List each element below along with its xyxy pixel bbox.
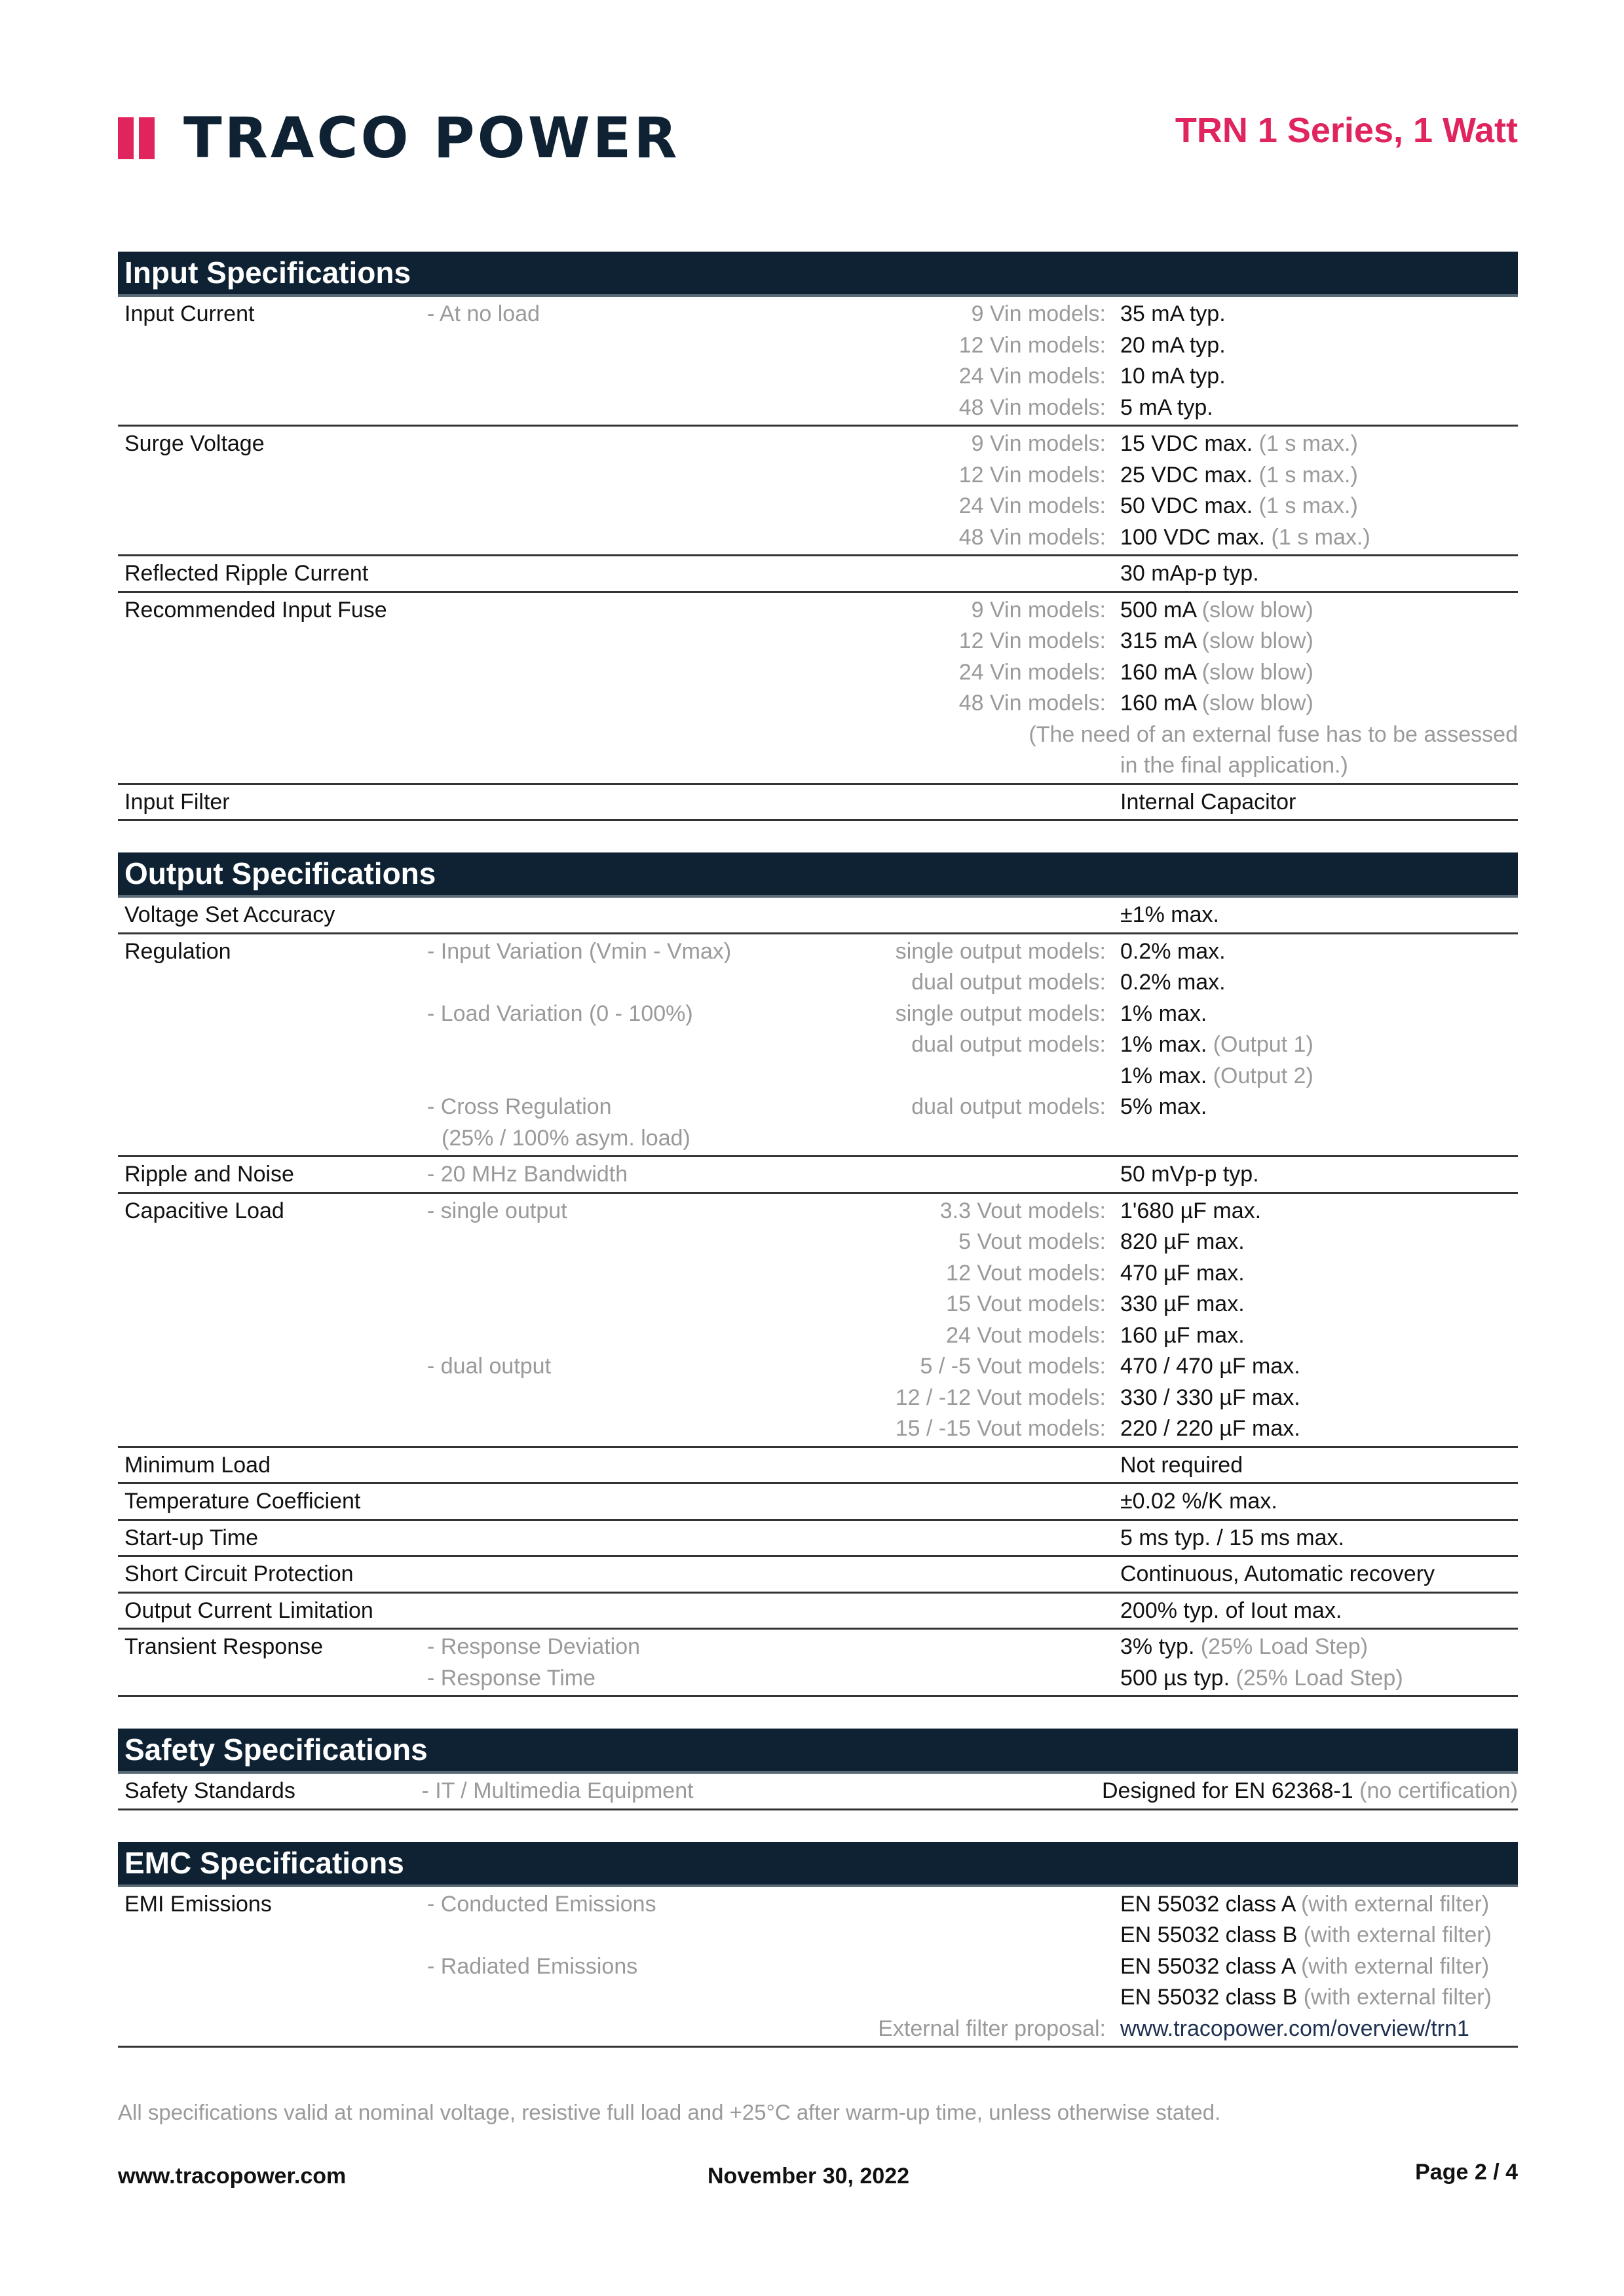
spec-value: 330 µF max. bbox=[1120, 1292, 1245, 1317]
section-title: EMC Specifications bbox=[118, 1842, 1518, 1887]
spec-row bbox=[118, 297, 1518, 427]
spec-line bbox=[118, 1320, 1518, 1352]
spec-value: 100 VDC max. bbox=[1120, 524, 1266, 550]
spec-value: 470 µF max. bbox=[1120, 1260, 1245, 1286]
spec-value-cell bbox=[1120, 1666, 1518, 1691]
spec-row bbox=[118, 1448, 1518, 1485]
spec-qualifier: 24 Vin models: bbox=[958, 364, 1106, 389]
spec-value-cell bbox=[1120, 1162, 1518, 1187]
spec-name: Reflected Ripple Current bbox=[124, 561, 369, 586]
spec-condition: - dual output bbox=[427, 1354, 552, 1379]
spec-value: Continuous, Automatic recovery bbox=[1120, 1561, 1435, 1587]
spec-name: Regulation bbox=[124, 938, 231, 964]
spec-line bbox=[118, 595, 1518, 626]
spec-value-cell bbox=[1120, 1292, 1518, 1317]
spec-row bbox=[118, 556, 1518, 593]
spec-qualifier: 24 Vout models: bbox=[946, 1322, 1106, 1348]
spec-line bbox=[118, 1523, 1518, 1554]
footer-website[interactable]: www.tracopower.com bbox=[118, 2164, 347, 2189]
spec-line bbox=[118, 2014, 1518, 2045]
spec-value: 470 / 470 µF max. bbox=[1120, 1354, 1300, 1379]
spec-value-cell bbox=[1120, 1561, 1518, 1587]
spec-value-cell bbox=[1120, 395, 1518, 421]
spec-value: 1% max. bbox=[1120, 1032, 1207, 1058]
spec-value-cell bbox=[1029, 722, 1518, 748]
spec-line bbox=[118, 330, 1518, 362]
spec-value-cell bbox=[1120, 1323, 1518, 1349]
spec-section bbox=[118, 1842, 1518, 2048]
spec-note: (slow blow) bbox=[1201, 628, 1313, 654]
spec-name: Start-up Time bbox=[124, 1525, 259, 1550]
spec-value: 1% max. bbox=[1120, 1001, 1207, 1026]
spec-row bbox=[118, 1774, 1518, 1810]
spec-name: Safety Standards bbox=[124, 1778, 295, 1804]
spec-value: ±1% max. bbox=[1120, 902, 1219, 928]
spec-note: (1 s max.) bbox=[1258, 462, 1358, 488]
spec-value: 500 mA bbox=[1120, 597, 1196, 622]
spec-name: Transient Response bbox=[124, 1634, 324, 1660]
spec-line bbox=[118, 719, 1518, 751]
product-link[interactable]: www.tracopower.com/overview/trn1 bbox=[1120, 2016, 1469, 2041]
spec-line bbox=[118, 1920, 1518, 1951]
spec-line bbox=[118, 657, 1518, 689]
spec-note: (no certification) bbox=[1359, 1778, 1518, 1804]
spec-value: 15 VDC max. bbox=[1120, 431, 1253, 457]
spec-qualifier: 48 Vin models: bbox=[958, 691, 1106, 716]
spec-line bbox=[118, 392, 1518, 424]
spec-value-cell bbox=[1120, 598, 1518, 623]
spec-row bbox=[118, 1484, 1518, 1521]
spec-row bbox=[118, 1557, 1518, 1594]
section-title: Output Specifications bbox=[118, 852, 1518, 898]
spec-value: 0.2% max. bbox=[1120, 970, 1226, 995]
spec-value: 1'680 µF max. bbox=[1120, 1198, 1262, 1223]
spec-value: 20 mA typ. bbox=[1120, 332, 1226, 358]
spec-value-cell bbox=[1120, 1198, 1518, 1224]
spec-qualifier: dual output models: bbox=[911, 970, 1106, 995]
spec-qualifier: External filter proposal: bbox=[878, 2016, 1106, 2041]
spec-value: 50 VDC max. bbox=[1120, 493, 1253, 519]
spec-qualifier: 12 / -12 Vout models: bbox=[895, 1385, 1106, 1410]
spec-row bbox=[118, 1521, 1518, 1558]
spec-line bbox=[118, 1123, 1518, 1155]
spec-note: (slow blow) bbox=[1201, 659, 1313, 685]
spec-value: 200% typ. of Iout max. bbox=[1120, 1598, 1342, 1623]
spec-value-cell bbox=[1120, 970, 1518, 995]
spec-line bbox=[118, 900, 1518, 931]
spec-note: (1 s max.) bbox=[1258, 493, 1358, 519]
spec-value: 5 mA typ. bbox=[1120, 394, 1213, 420]
spec-note: (25% Load Step) bbox=[1236, 1665, 1403, 1691]
spec-line bbox=[118, 558, 1518, 590]
spec-qualifier: 12 Vin models: bbox=[958, 462, 1106, 488]
spec-value: 315 mA bbox=[1120, 628, 1196, 654]
spec-name: Output Current Limitation bbox=[124, 1598, 373, 1623]
spec-line bbox=[118, 936, 1518, 968]
spec-value-cell bbox=[1120, 939, 1518, 965]
spec-name: Surge Voltage bbox=[124, 431, 265, 457]
spec-value-cell bbox=[1120, 1229, 1518, 1255]
spec-value-cell bbox=[1120, 1985, 1518, 2010]
spec-row bbox=[118, 1594, 1518, 1630]
spec-line bbox=[118, 429, 1518, 460]
spec-value-cell bbox=[1120, 1525, 1518, 1551]
spec-value-cell bbox=[1120, 1416, 1518, 1442]
spec-qualifier: single output models: bbox=[895, 1001, 1106, 1026]
spec-condition: (25% / 100% asym. load) bbox=[442, 1125, 690, 1151]
spec-note: (The need of an external fuse has to be assessed bbox=[1029, 721, 1518, 747]
spec-value: EN 55032 class B bbox=[1120, 1985, 1298, 2010]
spec-qualifier: 9 Vin models: bbox=[971, 597, 1106, 622]
spec-line bbox=[118, 1258, 1518, 1290]
spec-line bbox=[118, 787, 1518, 818]
spec-note: (with external filter) bbox=[1303, 1923, 1492, 1948]
spec-name: Input Current bbox=[124, 301, 255, 327]
footer-page-number: Page 2 / 4 bbox=[1415, 2160, 1518, 2185]
spec-line bbox=[118, 1559, 1518, 1590]
spec-value: ±0.02 %/K max. bbox=[1120, 1489, 1277, 1514]
spec-value-cell bbox=[1120, 1063, 1518, 1089]
spec-condition: - Load Variation (0 - 100%) bbox=[427, 1001, 693, 1026]
spec-name: Short Circuit Protection bbox=[124, 1561, 354, 1587]
spec-note: (slow blow) bbox=[1201, 597, 1313, 622]
spec-value-cell bbox=[1120, 1094, 1518, 1120]
spec-section bbox=[118, 252, 1518, 821]
spec-condition: - Radiated Emissions bbox=[427, 1953, 638, 1979]
spec-value: 5% max. bbox=[1120, 1094, 1207, 1120]
spec-value: 330 / 330 µF max. bbox=[1120, 1385, 1300, 1410]
spec-line bbox=[118, 460, 1518, 491]
spec-value-cell bbox=[1120, 1598, 1518, 1624]
footer-date: November 30, 2022 bbox=[708, 2164, 910, 2189]
spec-value-cell bbox=[1120, 1923, 1518, 1948]
spec-line bbox=[118, 1196, 1518, 1227]
spec-value-cell bbox=[1120, 1634, 1518, 1660]
spec-note: (25% Load Step) bbox=[1200, 1634, 1369, 1660]
spec-qualifier: 5 Vout models: bbox=[958, 1229, 1106, 1255]
spec-line bbox=[118, 361, 1518, 392]
spec-qualifier: 24 Vin models: bbox=[958, 493, 1106, 519]
spec-value: 3% typ. bbox=[1120, 1634, 1195, 1660]
spec-value-cell bbox=[1120, 1261, 1518, 1286]
spec-name: Capacitive Load bbox=[124, 1198, 284, 1223]
spec-value: 5 ms typ. / 15 ms max. bbox=[1120, 1525, 1344, 1550]
spec-qualifier: 12 Vin models: bbox=[958, 628, 1106, 654]
logo-text: TRACO POWER bbox=[183, 105, 680, 171]
traco-power-logo bbox=[118, 105, 680, 171]
spec-line bbox=[118, 299, 1518, 330]
spec-value: 30 mAp-p typ. bbox=[1120, 561, 1259, 586]
spec-line bbox=[118, 1061, 1518, 1092]
spec-value: 25 VDC max. bbox=[1120, 462, 1253, 488]
spec-value-cell bbox=[1120, 790, 1518, 815]
spec-value: Not required bbox=[1120, 1452, 1243, 1478]
section-title: Input Specifications bbox=[118, 252, 1518, 297]
spec-value: EN 55032 class A bbox=[1120, 1953, 1295, 1979]
spec-line bbox=[118, 491, 1518, 522]
spec-condition: - Input Variation (Vmin - Vmax) bbox=[427, 938, 732, 964]
spec-value: 35 mA typ. bbox=[1120, 301, 1226, 327]
spec-name: Input Filter bbox=[124, 789, 230, 814]
spec-qualifier: 12 Vin models: bbox=[958, 332, 1106, 358]
spec-line bbox=[118, 1951, 1518, 1983]
spec-row bbox=[118, 785, 1518, 822]
spec-value: 220 / 220 µF max. bbox=[1120, 1416, 1300, 1442]
spec-qualifier: 5 / -5 Vout models: bbox=[920, 1354, 1106, 1379]
spec-value: EN 55032 class A bbox=[1120, 1891, 1295, 1917]
spec-condition: - 20 MHz Bandwidth bbox=[427, 1162, 628, 1187]
spec-content bbox=[118, 252, 1518, 2079]
spec-qualifier: 15 / -15 Vout models: bbox=[895, 1416, 1106, 1442]
spec-condition: - single output bbox=[427, 1198, 567, 1223]
spec-section bbox=[118, 852, 1518, 1697]
spec-name: Ripple and Noise bbox=[124, 1162, 294, 1187]
spec-line bbox=[118, 1092, 1518, 1123]
spec-line bbox=[118, 1632, 1518, 1663]
spec-line bbox=[118, 1776, 1518, 1807]
spec-line bbox=[118, 1450, 1518, 1482]
spec-value: Designed for EN 62368-1 bbox=[1101, 1778, 1353, 1804]
spec-section bbox=[118, 1729, 1518, 1810]
spec-row bbox=[118, 593, 1518, 785]
spec-value-cell bbox=[1120, 2016, 1518, 2042]
spec-value-cell bbox=[1120, 301, 1518, 327]
spec-value: EN 55032 class B bbox=[1120, 1923, 1298, 1948]
spec-condition: - IT / Multimedia Equipment bbox=[421, 1778, 694, 1804]
spec-value: 160 µF max. bbox=[1120, 1322, 1245, 1348]
spec-value: Internal Capacitor bbox=[1120, 789, 1296, 814]
spec-value-cell bbox=[1120, 1001, 1518, 1027]
spec-qualifier: 9 Vin models: bbox=[971, 301, 1106, 327]
spec-line bbox=[118, 1289, 1518, 1320]
spec-line bbox=[118, 626, 1518, 657]
spec-line bbox=[118, 1663, 1518, 1694]
spec-qualifier: 24 Vin models: bbox=[958, 659, 1106, 685]
spec-row bbox=[118, 427, 1518, 556]
spec-value: 160 mA bbox=[1120, 691, 1196, 716]
spec-note: (1 s max.) bbox=[1271, 524, 1370, 550]
spec-line bbox=[118, 1486, 1518, 1518]
spec-value-cell bbox=[1120, 660, 1518, 685]
spec-qualifier: 48 Vin models: bbox=[958, 524, 1106, 550]
spec-row bbox=[118, 898, 1518, 934]
spec-condition: - Conducted Emissions bbox=[427, 1891, 656, 1917]
spec-qualifier: dual output models: bbox=[911, 1032, 1106, 1058]
spec-note: (with external filter) bbox=[1300, 1891, 1490, 1917]
spec-value-cell bbox=[1120, 691, 1518, 716]
spec-value: 50 mVp-p typ. bbox=[1120, 1162, 1259, 1187]
spec-line bbox=[118, 688, 1518, 719]
spec-condition: - Cross Regulation bbox=[427, 1094, 612, 1120]
spec-value: 10 mA typ. bbox=[1120, 364, 1226, 389]
spec-row bbox=[118, 1157, 1518, 1194]
spec-note: (with external filter) bbox=[1303, 1985, 1492, 2010]
spec-value-cell bbox=[1120, 1032, 1518, 1058]
spec-value-cell bbox=[1120, 333, 1518, 358]
spec-name: Temperature Coefficient bbox=[124, 1489, 361, 1514]
spec-value-cell bbox=[1120, 1489, 1518, 1514]
spec-row bbox=[118, 1887, 1518, 2048]
spec-value-cell bbox=[1120, 1892, 1518, 1917]
spec-value-cell bbox=[1120, 561, 1518, 586]
spec-line bbox=[118, 1889, 1518, 1921]
spec-qualifier: dual output models: bbox=[911, 1094, 1106, 1120]
spec-note: in the final application.) bbox=[1120, 753, 1348, 778]
spec-qualifier: single output models: bbox=[895, 938, 1106, 964]
spec-name: EMI Emissions bbox=[124, 1891, 272, 1917]
spec-qualifier: 3.3 Vout models: bbox=[939, 1198, 1106, 1223]
spec-value-cell bbox=[1120, 902, 1518, 928]
spec-value: 1% max. bbox=[1120, 1063, 1207, 1088]
spec-line bbox=[118, 1351, 1518, 1383]
spec-line bbox=[118, 1596, 1518, 1627]
spec-value-cell bbox=[1120, 753, 1518, 778]
spec-line bbox=[118, 1383, 1518, 1414]
spec-value: 820 µF max. bbox=[1120, 1229, 1245, 1255]
series-title: TRN 1 Series, 1 Watt bbox=[1175, 111, 1518, 150]
spec-line bbox=[118, 1413, 1518, 1445]
spec-value-cell bbox=[1120, 1354, 1518, 1379]
spec-name: Minimum Load bbox=[124, 1452, 271, 1478]
spec-value-cell bbox=[1120, 463, 1518, 488]
spec-value: 160 mA bbox=[1120, 659, 1196, 685]
spec-note: (slow blow) bbox=[1201, 691, 1313, 716]
spec-value: 500 µs typ. bbox=[1120, 1665, 1230, 1691]
spec-row bbox=[118, 1630, 1518, 1697]
spec-value-cell bbox=[1120, 525, 1518, 550]
spec-value-cell bbox=[1120, 431, 1518, 457]
spec-line bbox=[118, 1159, 1518, 1191]
spec-qualifier: 15 Vout models: bbox=[946, 1292, 1106, 1317]
spec-note: (1 s max.) bbox=[1258, 431, 1358, 457]
spec-qualifier: 9 Vin models: bbox=[971, 431, 1106, 457]
spec-line bbox=[118, 967, 1518, 999]
section-title: Safety Specifications bbox=[118, 1729, 1518, 1774]
spec-condition: - At no load bbox=[427, 301, 540, 327]
spec-condition: - Response Deviation bbox=[427, 1634, 641, 1660]
spec-line bbox=[118, 750, 1518, 782]
spec-name: Voltage Set Accuracy bbox=[124, 902, 335, 928]
spec-line bbox=[118, 1029, 1518, 1061]
spec-value-cell bbox=[1120, 364, 1518, 389]
spec-value: 0.2% max. bbox=[1120, 938, 1226, 964]
spec-line bbox=[118, 999, 1518, 1030]
spec-value-cell bbox=[1120, 628, 1518, 654]
spec-note: (Output 1) bbox=[1213, 1032, 1313, 1058]
spec-value-cell bbox=[1120, 1954, 1518, 1980]
spec-condition: - Response Time bbox=[427, 1665, 595, 1691]
spec-value-cell bbox=[1120, 493, 1518, 519]
spec-line bbox=[118, 1982, 1518, 2014]
spec-qualifier: 12 Vout models: bbox=[946, 1260, 1106, 1286]
footnote: All specifications valid at nominal voltage, resistive full load and +25°C after warm-up time, unless otherwise stated. bbox=[118, 2100, 1221, 2124]
spec-line bbox=[118, 522, 1518, 554]
spec-value-cell bbox=[1102, 1778, 1518, 1804]
spec-qualifier: 48 Vin models: bbox=[958, 394, 1106, 420]
spec-value-cell bbox=[1120, 1453, 1518, 1478]
spec-note: (Output 2) bbox=[1213, 1063, 1313, 1088]
spec-row bbox=[118, 1194, 1518, 1448]
logo-mark-icon bbox=[118, 117, 160, 159]
spec-line bbox=[118, 1227, 1518, 1258]
spec-name: Recommended Input Fuse bbox=[124, 597, 387, 622]
spec-row bbox=[118, 934, 1518, 1158]
spec-value-cell bbox=[1120, 1385, 1518, 1411]
spec-note: (with external filter) bbox=[1300, 1953, 1490, 1979]
